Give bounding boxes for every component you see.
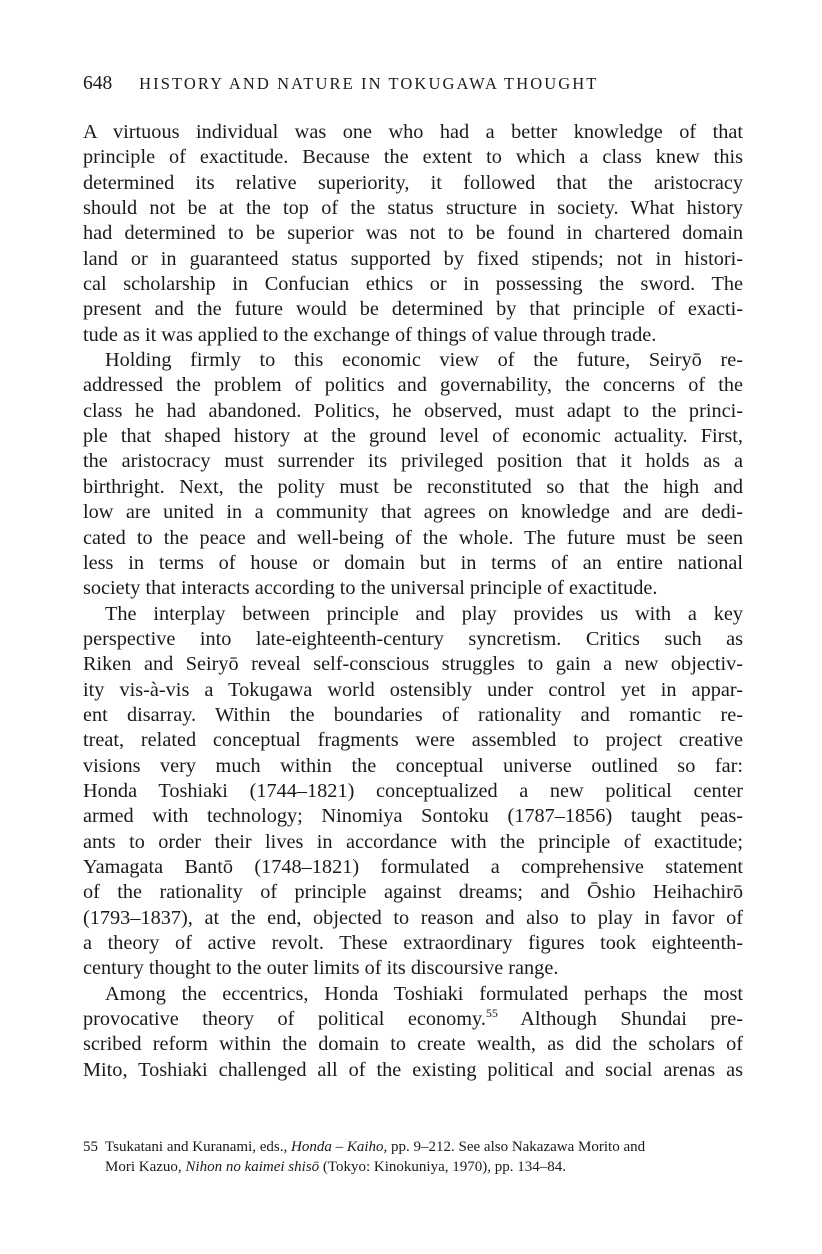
text-line: Among the eccentrics, Honda Toshiaki formulated perhaps the most (105, 982, 743, 1005)
text-line: perspective into late-eighteenth-century syncretism. Critics such as (83, 627, 743, 650)
footnote-title: Nihon no kaimei shisō (185, 1158, 320, 1175)
footnote-line (83, 1138, 743, 1158)
text-line: determined its relative superiority, it followed that the aristocracy (83, 171, 743, 194)
text-line: a theory of active revolt. These extraordinary figures took eighteenth- (83, 932, 743, 954)
text-line: class he had abandoned. Politics, he observed, must adapt to the princi- (83, 399, 743, 422)
text-line: (1793–1837), at the end, objected to reason and also to play in favor of (83, 906, 743, 929)
paragraph-3 (83, 602, 743, 982)
footnote-line (83, 1158, 743, 1178)
paragraph-1 (83, 120, 743, 348)
text-line: ity vis-à-vis a Tokugawa world ostensibly under control yet in appar- (83, 678, 743, 701)
text-line: century thought to the outer limits of its discoursive range. (83, 957, 559, 980)
text-line: had determined to be superior was not to be found in chartered domain (83, 222, 743, 245)
footnote-text: Tsukatani and Kuranami, eds., (105, 1139, 291, 1155)
text-line: of the rationality of principle against dreams; and Ōshio Heihachirō (83, 881, 743, 904)
text-line: Holding firmly to this economic view of the future, Seiryō re- (105, 349, 743, 372)
text-line: the aristocracy must surrender its privileged position that it holds as a (83, 450, 743, 473)
text-line: society that interacts according to the universal principle of exactitude. (83, 577, 658, 600)
text-line: tude as it was applied to the exchange of things of value through trade. (83, 323, 657, 346)
footnote-number: 55 (83, 1139, 98, 1155)
paragraph-4 (83, 982, 743, 1083)
footnotes (83, 1138, 743, 1177)
footnote-text: Mori Kazuo, (105, 1158, 186, 1175)
text-line: less in terms of house or domain but in terms of an entire national (83, 551, 743, 574)
page-number: 648 (83, 73, 113, 94)
footnote-text: (Tokyo: Kinokuniya, 1970), pp. 134–84. (319, 1158, 567, 1175)
text-line: cal scholarship in Confucian ethics or in possessing the sword. The (83, 273, 743, 296)
text-line: addressed the problem of politics and governability, the concerns of the (83, 374, 743, 397)
text-fragment: Although Shundai pre- (497, 1008, 743, 1031)
text-line: land or in guaranteed status supported by fixed stipends; not in histori- (83, 247, 743, 270)
text-line: The interplay between principle and play provides us with a key (105, 602, 743, 625)
text-line: Yamagata Bantō (1748–1821) formulated a comprehensive statement (83, 855, 743, 878)
text-line: A virtuous individual was one who had a better knowledge of that (83, 121, 743, 143)
text-line: should not be at the top of the status structure in society. What history (83, 197, 743, 220)
footnote-title: Honda – Kaiho, (290, 1139, 388, 1155)
text-line: present and the future would be determined by that principle of exacti- (83, 298, 743, 321)
body-text (83, 120, 743, 1083)
text-line: birthright. Next, the polity must be reconstituted so that the high and (83, 475, 743, 498)
text-line: Honda Toshiaki (1744–1821) conceptualized a new political center (83, 779, 743, 802)
text-line: low are united in a community that agrees on knowledge and are dedi- (83, 501, 743, 524)
footnote-reference[interactable]: 55 (485, 1006, 498, 1021)
text-line: ple that shaped history at the ground level of economic actuality. First, (83, 425, 743, 448)
text-fragment: provocative theory of political economy. (83, 1008, 486, 1031)
footnote-text: pp. 9–212. See also Nakazawa Morito and (387, 1139, 646, 1155)
text-line: ants to order their lives in accordance with the principle of exactitude; (83, 830, 743, 853)
text-line: visions very much within the conceptual universe outlined so far: (83, 754, 743, 777)
text-line-with-note (83, 1007, 743, 1032)
running-head (83, 72, 743, 96)
text-line: cated to the peace and well-being of the whole. The future must be seen (83, 526, 743, 549)
text-line: principle of exactitude. Because the extent to which a class knew this (83, 146, 743, 169)
text-line: scribed reform within the domain to create wealth, as did the scholars of (83, 1033, 743, 1056)
running-title: HISTORY AND NATURE IN TOKUGAWA THOUGHT (139, 74, 599, 93)
text-line: Riken and Seiryō reveal self-conscious struggles to gain a new objectiv- (83, 653, 743, 676)
text-line: ent disarray. Within the boundaries of rationality and romantic re- (83, 703, 743, 726)
text-line: Mito, Toshiaki challenged all of the existing political and social arenas as (83, 1058, 743, 1081)
paragraph-2 (83, 348, 743, 601)
text-line: treat, related conceptual fragments were assembled to project creative (83, 729, 743, 752)
text-line: armed with technology; Ninomiya Sontoku (1787–1856) taught peas- (83, 805, 743, 828)
